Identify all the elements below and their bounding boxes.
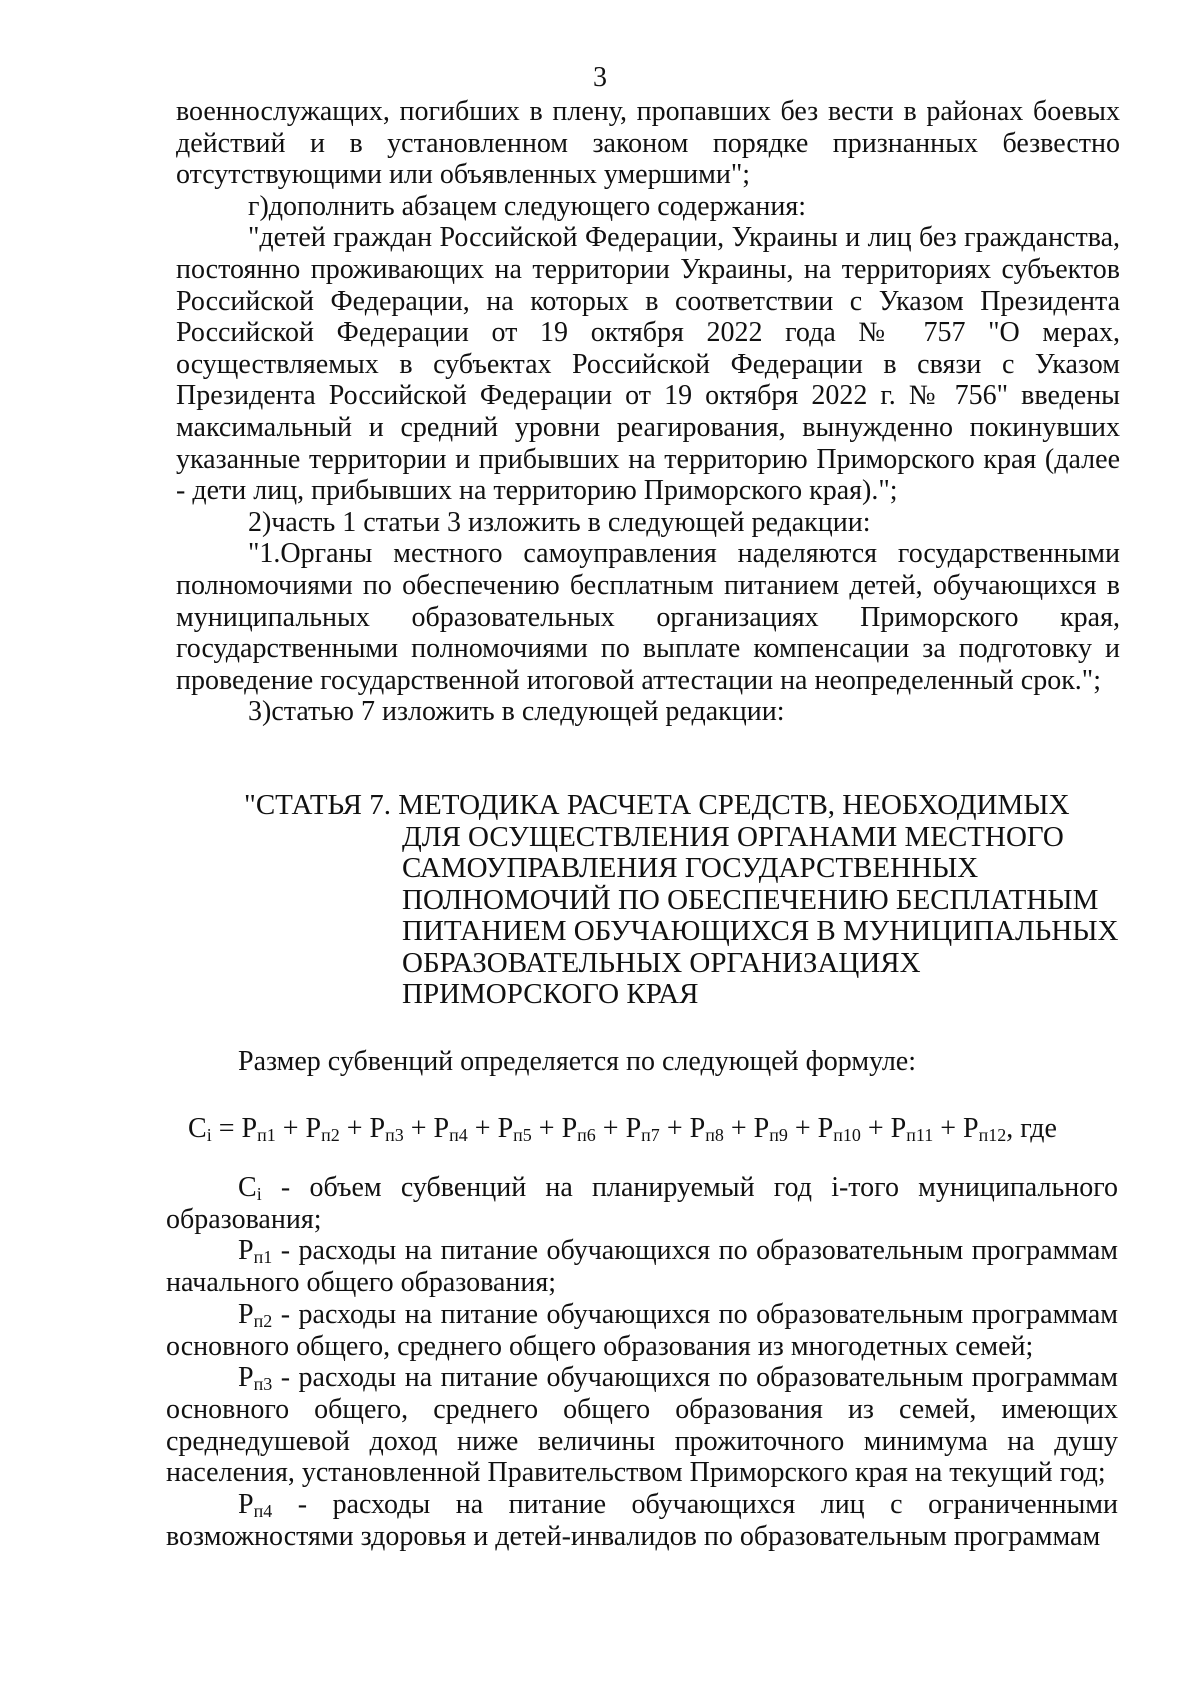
definition-symbol: P [238, 1235, 254, 1267]
definition-item [166, 1489, 1118, 1552]
formula-subscript: п3 [385, 1125, 404, 1145]
heading-rest-line: ПОЛНОМОЧИЙ ПО ОБЕСПЕЧЕНИЮ БЕСПЛАТНЫМ [402, 883, 1099, 916]
definition-symbol: C [238, 1172, 257, 1203]
formula-symbol: P [890, 1113, 907, 1144]
page-number: 3 [593, 62, 607, 93]
formula-term [498, 1113, 532, 1144]
heading-rest-line: ПРИМОРСКОГО КРАЯ [402, 978, 699, 1010]
formula-symbol: P [305, 1113, 322, 1144]
body-paragraph: 3)статью 7 изложить в следующей редакции: [248, 696, 785, 728]
formula-term [306, 1113, 340, 1144]
formula-subscript: i [206, 1125, 212, 1145]
formula-symbol: P [625, 1113, 642, 1144]
formula-plus: + [595, 1113, 626, 1144]
definition-text: - расходы на питание обучающихся по образовательным программам начального общего образования; [166, 1235, 1118, 1299]
formula-symbol: P [753, 1113, 770, 1144]
formula-subscript: п2 [321, 1125, 340, 1145]
formula-subscript: п11 [906, 1125, 934, 1145]
definition-subscript: п3 [253, 1374, 273, 1395]
article-heading [244, 790, 1124, 1011]
body-paragraph: "детей граждан Российской Федерации, Украины и лиц без гражданства, постоянно проживающих на территории Украины, на территориях субъектов Российской Федерации, на которых в соответствии с Указом Президента Российской Федерации от 19 октября 2022 года № 757 "О мерах, осуществляемых в субъектах Российской Федерации в связи с Указом Президента Российской Федерации от 19 октября 2022 г. № 756" введены максимальный и средний уровни реагирования, вынужденно покинувших указанные территории и прибывших на территорию Приморского края (далее - дети лиц, прибывших на территорию Приморского края)."; [176, 222, 1120, 507]
definition-item [166, 1172, 1118, 1235]
definition-symbol: P [238, 1489, 254, 1521]
definition-subscript: п1 [253, 1247, 273, 1268]
body-paragraph: 2)часть 1 статьи 3 изложить в следующей редакции: [248, 506, 871, 538]
formula-term [963, 1113, 1006, 1144]
formula-symbol: P [817, 1113, 834, 1144]
formula-subscript: п1 [257, 1125, 276, 1145]
definition-subscript: п2 [253, 1310, 273, 1331]
formula-plus: + [531, 1113, 562, 1144]
formula-subscript: п4 [449, 1125, 468, 1145]
formula-symbol: P [433, 1113, 450, 1144]
formula-plus: + [723, 1113, 754, 1144]
formula-term [562, 1113, 596, 1144]
formula-plus: + [403, 1113, 434, 1144]
definition-item [166, 1299, 1118, 1362]
formula-symbol: P [369, 1113, 386, 1144]
formula-symbol: P [963, 1113, 979, 1144]
formula-term [626, 1113, 660, 1144]
formula-plus: + [933, 1113, 963, 1144]
formula-subscript: п5 [513, 1125, 532, 1145]
formula-plus: + [787, 1113, 818, 1144]
formula-equals: = [211, 1113, 242, 1144]
subvention-formula [188, 1111, 1148, 1147]
formula-subscript: п10 [833, 1125, 861, 1145]
body-paragraph: военнослужащих, погибших в плену, пропавших без вести в районах боевых действий и в установленном законом порядке признанных безвестно отсутствующими или объявленных умершими"; [176, 96, 1120, 191]
formula-subscript: п8 [705, 1125, 724, 1145]
formula-symbol: P [689, 1113, 706, 1144]
heading-rest-line: ОБРАЗОВАТЕЛЬНЫХ ОРГАНИЗАЦИЯХ [402, 946, 921, 979]
definitions-list [166, 1172, 1118, 1552]
formula-term [891, 1113, 934, 1144]
body-paragraph: г)дополнить абзацем следующего содержания: [248, 190, 807, 222]
formula-term [370, 1113, 404, 1144]
formula-term [188, 1113, 212, 1144]
formula-symbol: P [497, 1113, 514, 1144]
formula-term [434, 1113, 468, 1144]
formula-term [242, 1113, 276, 1144]
formula-subscript: п12 [978, 1125, 1007, 1145]
formula-term [754, 1113, 788, 1144]
definition-subscript: i [256, 1184, 262, 1204]
definition-symbol: P [238, 1362, 254, 1394]
definition-text: - расходы на питание обучающихся по образовательным программам основного общего, среднего общего образования из многодетных семей; [166, 1298, 1118, 1362]
body-paragraph: "1.Органы местного самоуправления наделяются государственными полномочиями по обеспечению бесплатным питанием детей, обучающихся в муниципальных образовательных организациях Приморского края, государственными полномочиями по выплате компенсации за подготовку и проведение государственной итоговой аттестации на неопределенный срок."; [176, 538, 1120, 696]
formula-term [690, 1113, 724, 1144]
formula-term [818, 1113, 861, 1144]
formula-tail: , где [1006, 1113, 1057, 1144]
formula-subscript: п7 [641, 1125, 660, 1145]
formula-plus: + [275, 1113, 306, 1144]
formula-plus: + [659, 1113, 690, 1144]
formula-symbol: P [561, 1113, 578, 1144]
formula-subscript: п6 [577, 1125, 596, 1145]
subvention-intro: Размер субвенций определяется по следующей формуле: [238, 1046, 917, 1077]
definition-text: - расходы на питание обучающихся лиц с ограниченными возможностями здоровья и детей-инвалидов по образовательным программам [166, 1489, 1118, 1552]
heading-first-line: "СТАТЬЯ 7. МЕТОДИКА РАСЧЕТА СРЕДСТВ, НЕОБХОДИМЫХ [244, 789, 1070, 821]
formula-subscript: п9 [769, 1125, 788, 1145]
heading-rest-line: ПИТАНИЕМ ОБУЧАЮЩИХСЯ В МУНИЦИПАЛЬНЫХ [402, 915, 1119, 947]
definition-item [166, 1235, 1118, 1298]
body-text-top [176, 96, 1120, 728]
definition-item [166, 1362, 1118, 1489]
formula-plus: + [860, 1113, 891, 1144]
definition-subscript: п4 [253, 1501, 273, 1522]
formula-symbol: C [188, 1113, 207, 1144]
formula-symbol: P [241, 1113, 258, 1144]
heading-rest-line: САМОУПРАВЛЕНИЯ ГОСУДАРСТВЕННЫХ [402, 852, 979, 884]
definition-text: - объем субвенций на планируемый год i-того муниципального образования; [166, 1172, 1118, 1235]
definition-text: - расходы на питание обучающихся по образовательным программам основного общего, среднего общего образования из семей, имеющих среднедушевой доход ниже величины прожиточного минимума на душу населения, установленной Правительством Приморского края на текущий год; [166, 1362, 1118, 1489]
formula-plus: + [339, 1113, 370, 1144]
definition-symbol: P [238, 1298, 254, 1330]
heading-rest-line: ДЛЯ ОСУЩЕСТВЛЕНИЯ ОРГАНАМИ МЕСТНОГО [402, 820, 1064, 853]
formula-plus: + [467, 1113, 498, 1144]
